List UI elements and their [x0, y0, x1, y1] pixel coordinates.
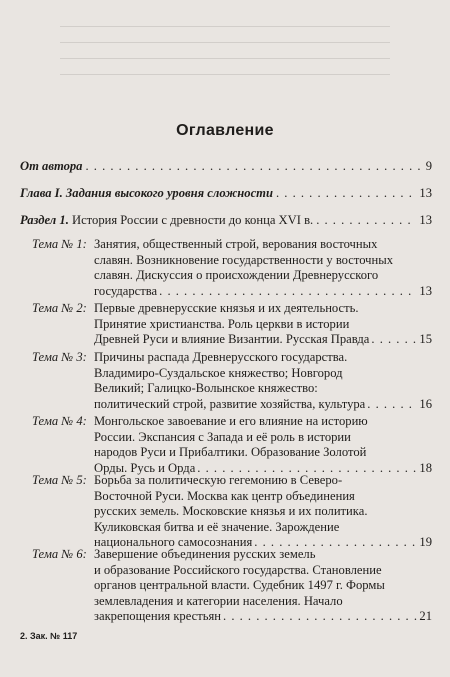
topic-line: народов Руси и Прибалтики. Образование Золотой	[94, 445, 367, 460]
toc-entry-author	[20, 159, 432, 174]
topic-line: государства	[94, 283, 158, 298]
topic-line: русских земель. Московские князья и их политика.	[94, 504, 368, 519]
toc-page-number: 13	[419, 213, 432, 227]
page-title: Оглавление	[176, 122, 274, 139]
topic-line: Монгольское завоевание и его влияние на историю	[94, 414, 368, 428]
topic-line: Великий; Галицко-Волынское княжество:	[94, 381, 318, 396]
toc-topic-2	[32, 301, 432, 348]
topic-line: Древней Руси и влияние Византии. Русская Правда	[94, 332, 370, 347]
topic-line: закрепощения крестьян	[94, 609, 222, 624]
toc-topic-5	[32, 473, 432, 551]
topic-label: Тема № 5:	[32, 473, 87, 487]
topic-line: Причины распада Древнерусского государства.	[94, 350, 348, 364]
show-through-text	[60, 18, 390, 78]
toc-page-number: 9	[425, 159, 432, 173]
leader-dots	[223, 609, 417, 625]
toc-page-number: 21	[419, 609, 432, 624]
topic-line: Борьба за политическую гегемонию в Северо-	[94, 473, 343, 487]
toc-topic-4	[32, 414, 432, 476]
topic-line: славян. Возникновение государственности у восточных	[94, 252, 394, 267]
topic-label: Тема № 4:	[32, 414, 87, 428]
topic-line: Занятия, общественный строй, верования восточных	[94, 237, 378, 251]
topic-label: Тема № 3:	[32, 350, 87, 364]
toc-page-number: 16	[419, 396, 432, 411]
toc-entry-label	[20, 213, 313, 228]
topic-line: Куликовская битва и её значение. Зарождение	[94, 519, 340, 534]
topic-label: Тема № 6:	[32, 547, 87, 561]
toc-page-number: 13	[419, 186, 432, 200]
topic-label: Тема № 2:	[32, 301, 87, 315]
section-text: История России с древности до конца XVI в.	[72, 213, 314, 227]
toc-page-number: 15	[419, 332, 432, 347]
topic-line: Владимиро-Суздальское княжество; Новгород	[94, 365, 343, 380]
section-prefix: Раздел 1.	[20, 213, 69, 227]
toc-page-number: 13	[419, 283, 432, 298]
topic-label: Тема № 1:	[32, 237, 87, 251]
topic-line: России. Экспансия с Запада и её роль в истории	[94, 429, 351, 444]
topic-line: национального самосознания	[94, 535, 253, 550]
topic-line: органов центральной власти. Судебник 1497 г. Формы	[94, 578, 385, 593]
leader-dots	[371, 332, 417, 348]
leader-dots	[159, 284, 417, 300]
leader-dots	[85, 159, 422, 174]
toc-topic-1	[32, 237, 432, 299]
topic-line: политический строй, развитие хозяйства, культура	[94, 396, 366, 411]
toc-topic-3	[32, 350, 432, 412]
toc-entry-label: От автора	[20, 159, 83, 173]
print-signature: 2. Зак. № 117	[20, 631, 78, 641]
toc-topic-6	[32, 547, 432, 625]
topic-line: Первые древнерусские князья и их деятельность.	[94, 301, 359, 315]
topic-line: землевладения и категории населения. Начало	[94, 593, 343, 608]
toc-entry-section	[20, 213, 432, 228]
leader-dots	[367, 397, 417, 413]
topic-line: славян. Дискуссия о происхождении Древнерусского	[94, 268, 379, 283]
leader-dots	[316, 213, 416, 228]
toc-page-number: 18	[419, 460, 432, 475]
topic-line: Завершение объединения русских земель	[94, 547, 316, 561]
topic-line: Орды. Русь и Орда	[94, 460, 196, 475]
topic-line: Восточной Руси. Москва как центр объединения	[94, 488, 355, 503]
toc-entry-chapter	[20, 186, 432, 201]
topic-line: и образование Российского государства. Становление	[94, 562, 382, 577]
topic-line: Принятие христианства. Роль церкви в истории	[94, 316, 350, 331]
leader-dots	[276, 186, 416, 201]
toc-page-number: 19	[419, 535, 432, 550]
toc-entry-label: Глава I. Задания высокого уровня сложности	[20, 186, 273, 200]
